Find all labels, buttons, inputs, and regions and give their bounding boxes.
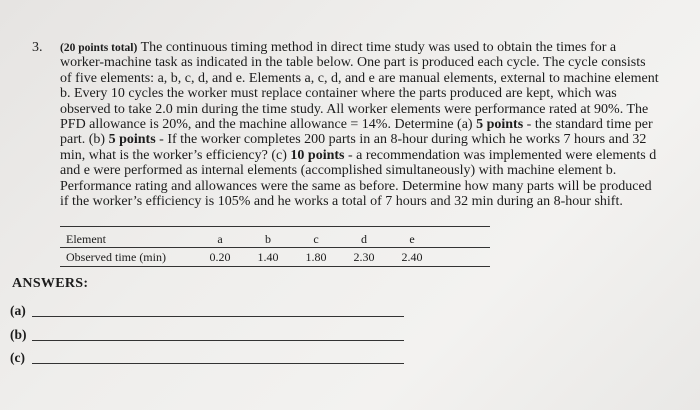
element-b: b [265, 232, 271, 246]
answer-c [10, 350, 25, 366]
table-mid-rule [60, 247, 490, 248]
part-a-tail: - the standard time per [523, 116, 653, 132]
time-e: 2.40 [401, 250, 423, 264]
problem-line-7: part. (b) [60, 132, 109, 148]
element-c: c [313, 232, 319, 246]
answer-c-line [32, 363, 404, 364]
table-bottom-rule [60, 266, 490, 267]
answer-c-label: (c) [10, 350, 25, 365]
part-b-points: 5 points [108, 132, 156, 148]
part-a-points: 5 points [476, 116, 524, 132]
problem-line-9: and e were performed as internal elements (accomplished simultaneously) with machine element b. [60, 163, 617, 179]
element-d: d [361, 232, 367, 246]
problem-line-2: worker-machine task as indicated in the table below. One part is produced each cycle. The cycle consists [60, 55, 646, 71]
points-label: (20 points total) [60, 42, 138, 54]
answer-b-label: (b) [10, 327, 27, 342]
time-a: 0.20 [209, 250, 231, 264]
problem-line-11: if the worker’s efficiency is 105% and he works a total of 7 hours and 32 min during an 8-hour shift. [60, 193, 623, 209]
part-c-points: 10 points [290, 147, 345, 163]
table-row-element [60, 232, 490, 248]
problem-line-1: The continuous timing method in direct time study was used to obtain the times for a [140, 40, 617, 55]
time-b: 1.40 [257, 250, 279, 264]
problem-line-4: b. Every 10 cycles the worker must replace container where the parts produced are kept, which was [60, 86, 617, 102]
problem-line-6: PFD allowance is 20%, and the machine allowance = 14%. Determine (a) [60, 116, 477, 132]
answer-b [10, 327, 27, 343]
answer-a-line [32, 316, 404, 317]
part-c-tail: - a recommendation was implemented were elements d [344, 147, 657, 163]
answer-a-label: (a) [10, 303, 26, 318]
answers-heading: ANSWERS: [12, 276, 89, 291]
element-header: Element [66, 232, 106, 246]
problem-statement [60, 40, 690, 209]
element-a: a [217, 232, 223, 246]
table-top-rule [60, 226, 490, 227]
table-row-times [60, 250, 490, 266]
problem-line-3: of five elements: a, b, c, d, and e. Elements a, c, d, and e are manual elements, external to machine element [60, 70, 659, 86]
element-e: e [409, 232, 415, 246]
problem-line-10: Performance rating and allowances were the same as before. Determine how many parts will be produced [60, 178, 652, 194]
answer-b-line [32, 340, 404, 341]
time-d: 2.30 [353, 250, 375, 264]
part-b-tail: - If the worker completes 200 parts in an 8-hour during which he works 7 hours and 32 [155, 132, 647, 148]
answer-a [10, 303, 26, 319]
problem-line-5: observed to take 2.0 min during the time study. All worker elements were performance rated at 90%. The [60, 101, 649, 117]
observed-time-header: Observed time (min) [66, 250, 166, 264]
question-number: 3. [32, 40, 43, 55]
problem-line-8: min, what is the worker’s efficiency? (c) [60, 147, 291, 163]
time-c: 1.80 [305, 250, 327, 264]
